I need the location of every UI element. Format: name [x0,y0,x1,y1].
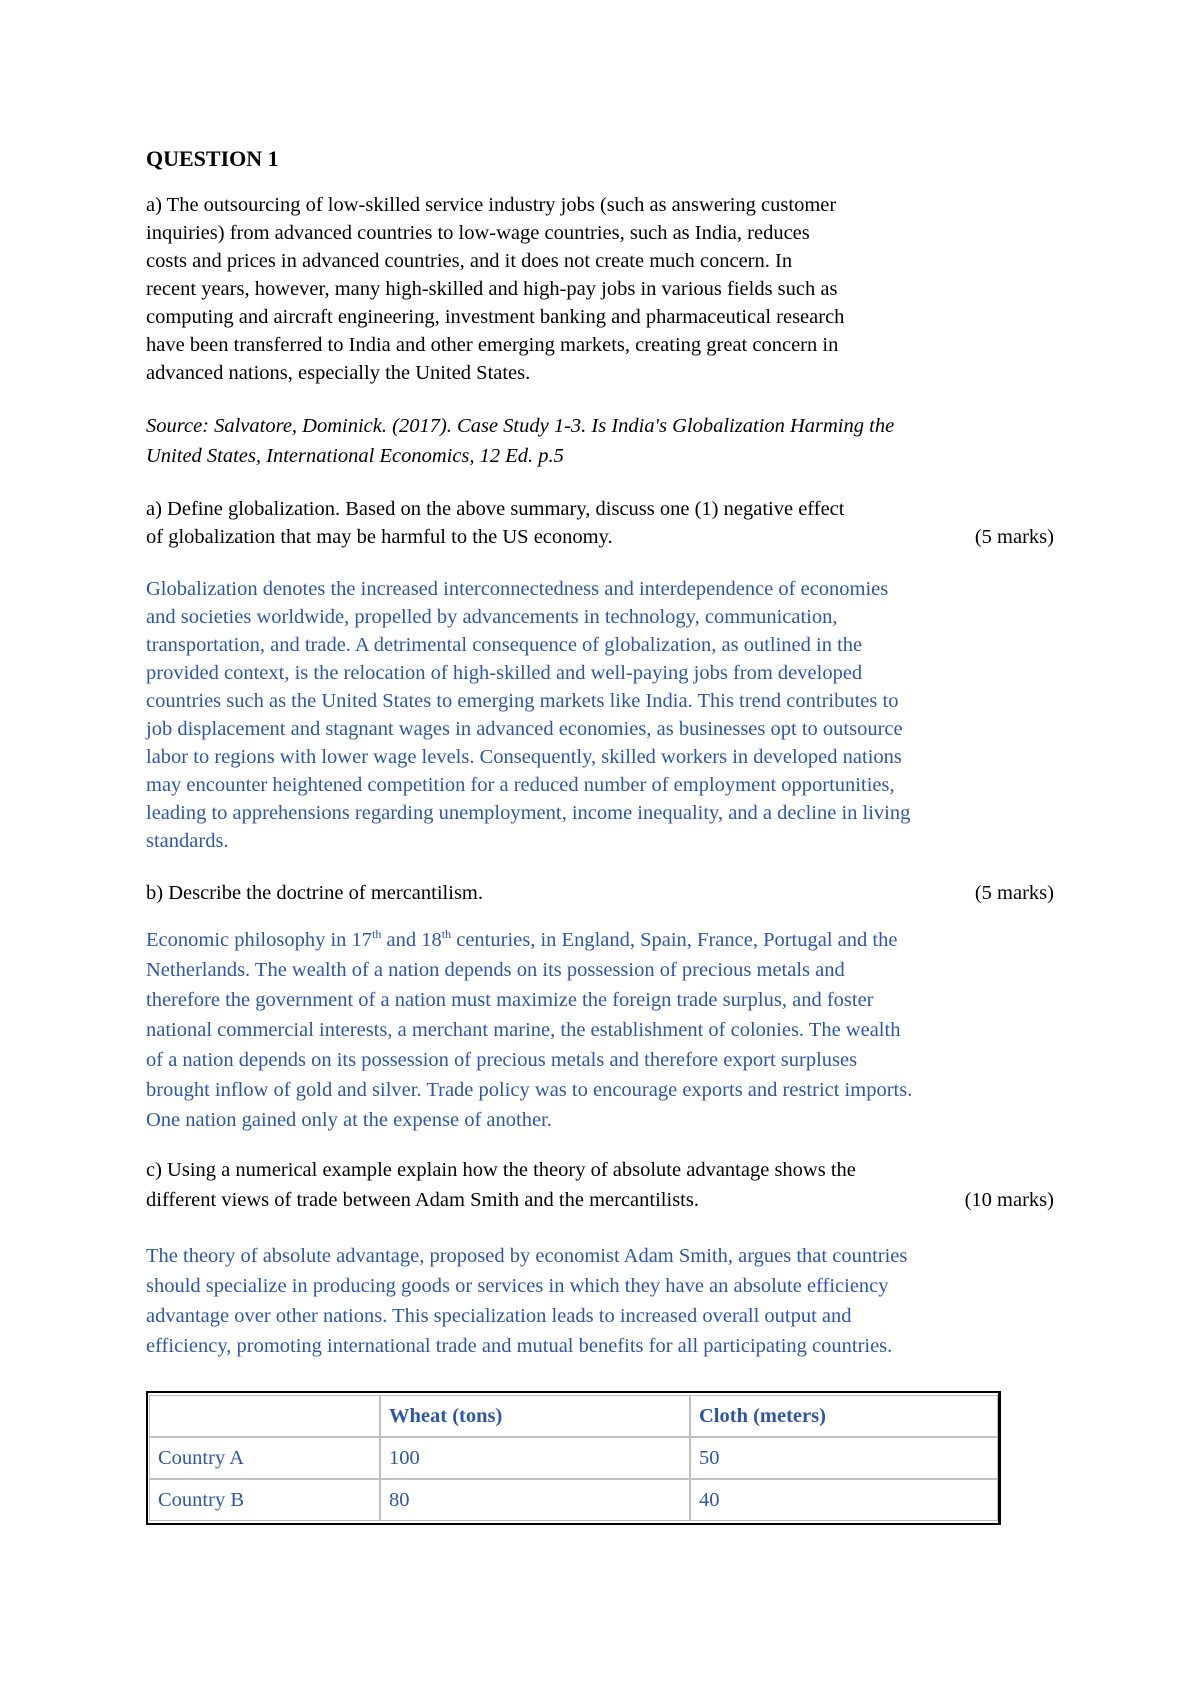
source-line: United States, International Economics, 12 Ed. p.5 [146,445,564,467]
question-a-marks: (5 marks) [974,526,1054,548]
answer-b-line: therefore the government of a nation must maximize the foreign trade surplus, and foster [146,989,874,1011]
source-citation [146,411,1060,471]
answer-b-line: One nation gained only at the expense of another. [146,1109,552,1131]
answer-b-line: brought inflow of gold and silver. Trade policy was to encourage exports and restrict imports. [146,1079,913,1101]
answer-c-line: The theory of absolute advantage, proposed by economist Adam Smith, argues that countries [146,1245,908,1267]
production-table-grid [149,1395,998,1521]
superscript: th [441,927,452,942]
production-table [146,1391,1001,1525]
table-header-row [149,1395,998,1437]
answer-b-line [146,925,1060,955]
answer-c-line: should specialize in producing goods or services in which they have an absolute efficiency [146,1275,889,1297]
answer-b-text: Economic philosophy in 17 [146,929,373,951]
table-header-cell [149,1395,380,1437]
question-b-line [146,879,1060,907]
answer-a-line: countries such as the United States to emerging markets like India. This trend contributes to [146,690,899,712]
table-row [149,1437,998,1479]
answer-b [146,925,1060,1135]
question-b-marks: (5 marks) [974,882,1054,904]
question-a [146,495,1060,551]
answer-b-line: Netherlands. The wealth of a nation depends on its possession of precious metals and [146,959,845,981]
answer-a-line: leading to apprehensions regarding unemployment, income inequality, and a decline in living [146,802,911,824]
table-cell: 50 [690,1437,998,1479]
question-title: QUESTION 1 [146,146,279,171]
answer-c [146,1241,1060,1361]
question-b [146,879,1060,907]
answer-a-line: may encounter heightened competition for a reduced number of employment opportunities, [146,774,895,796]
table-cell: 100 [380,1437,690,1479]
table-cell: 40 [690,1479,998,1521]
answer-a-line: job displacement and stagnant wages in advanced economies, as businesses opt to outsource [146,718,903,740]
question-c-marks: (10 marks) [964,1189,1054,1211]
question-a-line: a) Define globalization. Based on the above summary, discuss one (1) negative effect [146,498,845,520]
intro-line: have been transferred to India and other emerging markets, creating great concern in [146,334,839,356]
answer-a [146,575,1060,855]
question-b-text: b) Describe the doctrine of mercantilism. [146,882,483,904]
intro-line: computing and aircraft engineering, investment banking and pharmaceutical research [146,306,845,328]
answer-b-text: and 18 [381,929,442,951]
intro-line: a) The outsourcing of low-skilled service industry jobs (such as answering customer [146,194,837,216]
source-line: Source: Salvatore, Dominick. (2017). Case Study 1-3. Is India's Globalization Harming the [146,415,895,437]
question-a-line [146,523,1060,551]
answer-a-line: transportation, and trade. A detrimental consequence of globalization, as outlined in the [146,634,863,656]
answer-b-text: centuries, in England, Spain, France, Portugal and the [451,929,898,951]
answer-a-line: and societies worldwide, propelled by advancements in technology, communication, [146,606,838,628]
superscript: th [372,927,382,942]
table-cell: 80 [380,1479,690,1521]
answer-a-line: labor to regions with lower wage levels. Consequently, skilled workers in developed nations [146,746,902,768]
answer-b-line: national commercial interests, a merchant marine, the establishment of colonies. The wealth [146,1019,901,1041]
table-header-cell: Cloth (meters) [690,1395,998,1437]
table-cell: Country A [149,1437,380,1479]
table-header-cell: Wheat (tons) [380,1395,690,1437]
question-a-text: of globalization that may be harmful to the US economy. [146,526,613,548]
answer-a-line: provided context, is the relocation of high-skilled and well-paying jobs from developed [146,662,863,684]
table-cell: Country B [149,1479,380,1521]
answer-a-line: standards. [146,830,229,852]
question-c-line [146,1185,1060,1215]
question-c-text: different views of trade between Adam Smith and the mercantilists. [146,1189,699,1211]
answer-c-line: efficiency, promoting international trade and mutual benefits for all participating countries. [146,1335,893,1357]
intro-line: inquiries) from advanced countries to low-wage countries, such as India, reduces [146,222,810,244]
intro-line: advanced nations, especially the United States. [146,362,531,384]
answer-b-line: of a nation depends on its possession of precious metals and therefore export surpluses [146,1049,858,1071]
intro-line: costs and prices in advanced countries, and it does not create much concern. In [146,250,793,272]
intro-line: recent years, however, many high-skilled and high-pay jobs in various fields such as [146,278,838,300]
question-c [146,1155,1060,1215]
table-row [149,1479,998,1521]
intro-paragraph [146,191,1060,387]
answer-c-line: advantage over other nations. This specialization leads to increased overall output and [146,1305,852,1327]
answer-a-line: Globalization denotes the increased interconnectedness and interdependence of economies [146,578,889,600]
question-c-line: c) Using a numerical example explain how the theory of absolute advantage shows the [146,1159,856,1181]
